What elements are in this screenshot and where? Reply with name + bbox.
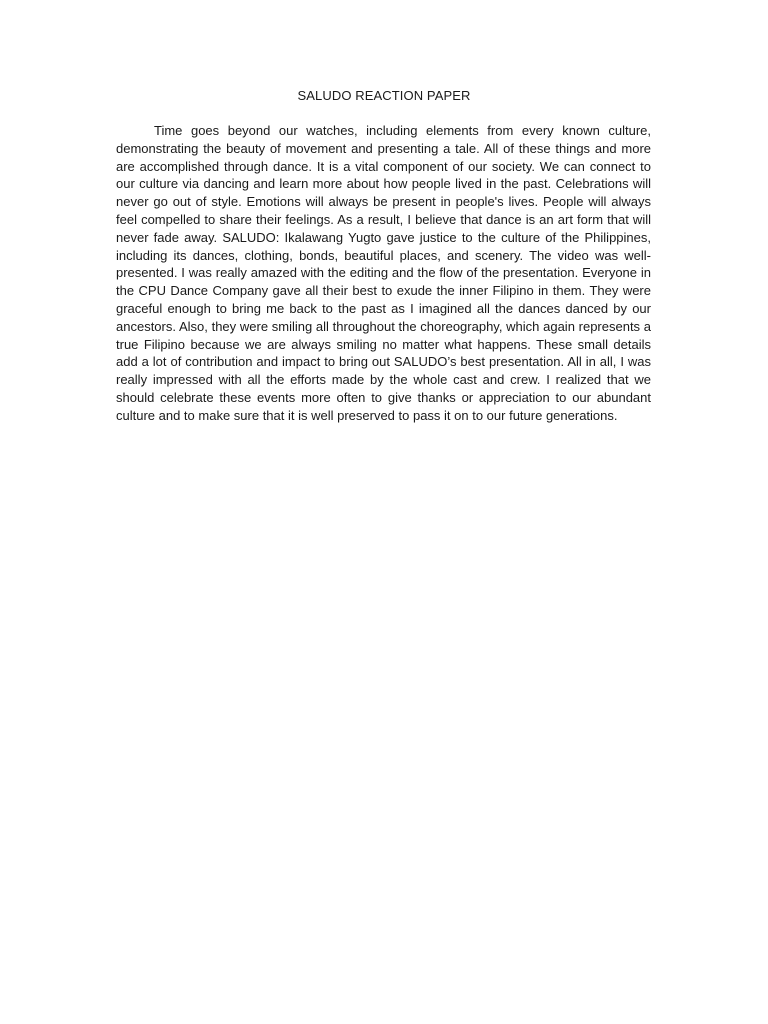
document-title: SALUDO REACTION PAPER [297, 88, 471, 103]
body-paragraph: Time goes beyond our watches, including elements from every known culture, demonstrating the beauty of movement and presenting a tale. All of these things and more are accomplished through dance. It is a vital component of our society. We can connect to our culture via dancing and learn more about how people lived in the past. Celebrations will never go out of style. Emotions will always be present in people's lives. People will always feel compelled to share their feelings. As a result, I believe that dance is an art form that will never fade away. SALUDO: Ikalawang Yugto gave justice to the culture of the Philippines, including its dances, clothing, bonds, beautiful places, and scenery. The video was well-presented. I was really amazed with the editing and the flow of the presentation. Everyone in the CPU Dance Company gave all their best to exude the inner Filipino in them. They were graceful enough to bring me back to the past as I imagined all the dances danced by our ancestors. Also, they were smiling all throughout the choreography, which again represents a true Filipino because we are always smiling no matter what happens. These small details add a lot of contribution and impact to bring out SALUDO’s best presentation. All in all, I was really impressed with all the efforts made by the whole cast and crew. I realized that we should celebrate these events more often to give thanks or appreciation to our abundant culture and to make sure that it is well preserved to pass it on to our future generations. [116, 123, 651, 423]
